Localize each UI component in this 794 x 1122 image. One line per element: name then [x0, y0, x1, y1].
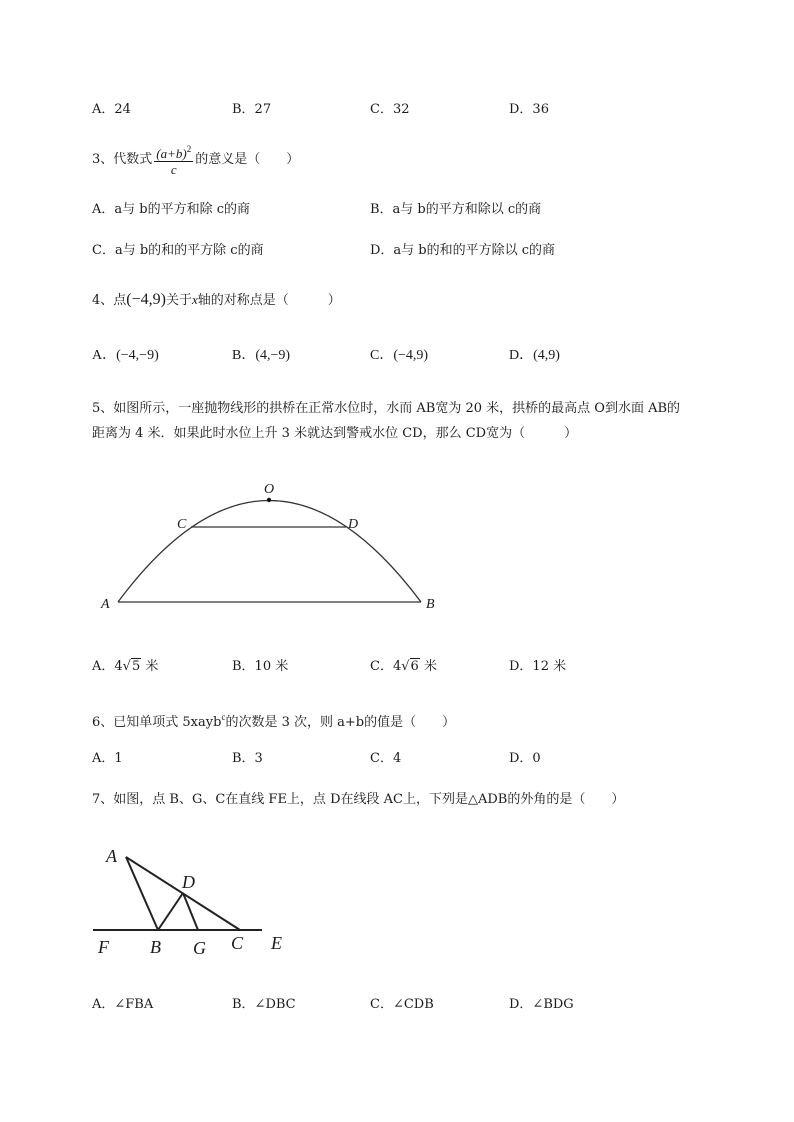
segment-bd — [158, 893, 183, 930]
q4-option-b: B．(4,−9) — [232, 348, 291, 363]
q4-suffix: 轴的对称点是（ ） — [197, 293, 341, 308]
q6-option-b: B．3 — [232, 751, 263, 766]
q3-option-b: B．a与 b的平方和除以 c的商 — [370, 202, 542, 217]
q7-option-b: B．∠DBC — [232, 997, 296, 1012]
label-d: D — [348, 517, 359, 532]
label-e: E — [271, 933, 282, 953]
q3-option-d: D．a与 b的和的平方除以 c的商 — [370, 243, 556, 258]
q3-exponent: 2 — [186, 144, 192, 154]
q4-point: (−4,9) — [126, 291, 166, 308]
point-o — [267, 498, 271, 502]
q4-option-d: D．(4,9) — [509, 348, 560, 363]
q4-prefix: 4、点 — [92, 293, 127, 308]
q3-option-c: C．a与 b的和的平方除 c的商 — [92, 243, 264, 258]
q3-option-a: A．a与 b的平方和除 c的商 — [92, 202, 251, 217]
label-c: C — [231, 933, 244, 953]
q2-option-b: B．27 — [232, 102, 272, 117]
q2-option-d: D．36 — [509, 102, 549, 117]
label-b: B — [150, 937, 161, 957]
q4-stem — [92, 291, 341, 310]
label-f: F — [98, 937, 109, 957]
label-c: C — [177, 517, 187, 532]
label-o: O — [264, 482, 275, 497]
label-a: A — [106, 846, 117, 866]
q3-prefix: 3、代数式 — [92, 152, 153, 167]
q6-exponent: c — [221, 712, 226, 722]
q6-option-a: A．1 — [92, 751, 123, 766]
q7-stem: 7、如图，点 B、G、C在直线 FE上，点 D在线段 AC上，下列是△ADB的外角的是（ ） — [92, 792, 625, 807]
q5-option-c: C．4√6 米 — [370, 659, 437, 674]
q2-option-c: C．32 — [370, 102, 410, 117]
q6-stem: 6、已知单项式 5xayb$^c$的次数是 3 次，则 a+b的值是（ ） — [92, 712, 456, 730]
parabola-arch — [118, 501, 421, 603]
q6-option-d: D．0 — [509, 751, 541, 766]
label-g: G — [193, 938, 206, 958]
q4-middle: 关于 — [165, 293, 192, 308]
q5-option-a: A．4√5 米 — [92, 659, 159, 674]
q6-option-c: C．4 — [370, 751, 402, 766]
label-b: B — [426, 597, 435, 612]
q7-triangle-figure — [90, 840, 300, 965]
q4-option-c: C．(−4,9) — [370, 348, 429, 363]
q3-stem — [92, 142, 299, 177]
q5-stem-line1: 5、如图所示，一座抛物线形的拱桥在正常水位时，水而 AB宽为 20 米，拱桥的最高点 O到水面 AB的 — [92, 401, 681, 416]
q5-arch-bridge-figure — [95, 475, 455, 615]
q5-option-d: D．12 米 — [509, 659, 567, 674]
q3-numerator: (a+b) — [156, 146, 187, 161]
q7-option-c: C．∠CDB — [370, 997, 434, 1012]
q4-option-a: A．(−4,−9) — [92, 348, 159, 363]
label-a: A — [101, 597, 110, 612]
q3-fraction — [154, 142, 193, 177]
q7-option-a: A．∠FBA — [92, 997, 154, 1012]
q5-option-b: B．10 米 — [232, 659, 289, 674]
q5-stem-line2: 距离为 4 米．如果此时水位上升 3 米就达到警戒水位 CD，那么 CD宽为（ ） — [92, 426, 578, 441]
label-d: D — [182, 872, 195, 892]
q3-suffix: 的意义是（ ） — [195, 152, 300, 167]
q3-denominator: c — [170, 162, 177, 177]
q2-option-a: A．24 — [92, 102, 131, 117]
q7-option-d: D．∠BDG — [509, 997, 574, 1012]
q4-axis: x — [191, 292, 198, 307]
